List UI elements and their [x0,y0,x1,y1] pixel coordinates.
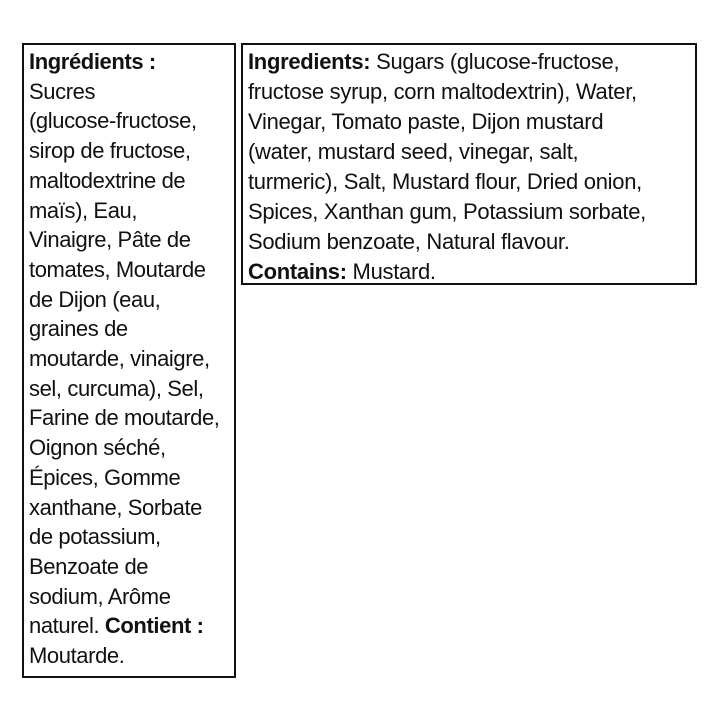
fr-line-8: tomates, Moutarde [29,256,206,282]
fr-contains-heading: Contient : [104,613,204,639]
fr-line-7: Vinaigre, Pâte de [29,227,191,253]
fr-line-6: maïs), Eau, [29,197,138,223]
en-line-5: turmeric), Salt, Mustard flour, Dried onion, [248,169,642,194]
en-line-4: (water, mustard seed, vinegar, salt, [248,139,579,164]
fr-line-10: graines de [29,316,128,342]
fr-line-11: moutarde, vinaigre, [29,346,210,372]
fr-line-1 [29,47,230,77]
en-line-3: Vinegar, Tomato paste, Dijon mustard [248,109,604,134]
fr-line-5: maltodextrine de [29,167,186,193]
en-line-7: Sodium benzoate, Natural flavour. [248,229,570,254]
en-line-8 [248,257,691,287]
en-line-6: Spices, Xanthan gum, Potassium sorbate, [248,199,646,224]
fr-line-17: de potassium, [29,524,161,550]
fr-line-13: Farine de moutarde, [29,405,220,431]
english-ingredients-panel [241,43,697,285]
fr-ingredients-heading: Ingrédients : [29,49,156,74]
fr-line-20 [29,611,230,641]
fr-line-15: Épices, Gomme [29,464,181,490]
fr-line-9: de Dijon (eau, [29,286,161,312]
fr-line-16: xanthane, Sorbate [29,494,203,520]
en-line-1-text: Sugars (glucose-fructose, [370,49,620,74]
en-contains-text: Mustard. [346,259,436,284]
fr-naturel-text: naturel. [29,613,105,639]
french-ingredients-panel [22,43,236,678]
en-line-2: fructose syrup, corn maltodextrin), Water, [248,79,637,104]
en-contains-heading: Contains: [248,259,347,284]
fr-line-19: sodium, Arôme [29,583,171,609]
en-ingredients-heading: Ingredients: [248,49,371,74]
fr-line-21: Moutarde. [29,643,125,669]
en-line-1 [248,47,691,77]
fr-line-4: sirop de fructose, [29,138,191,164]
fr-line-2: Sucres [29,78,96,104]
fr-line-14: Oignon séché, [29,435,166,461]
fr-line-18: Benzoate de [29,553,149,579]
fr-line-3: (glucose-fructose, [29,108,197,134]
fr-line-12: sel, curcuma), Sel, [29,375,204,401]
